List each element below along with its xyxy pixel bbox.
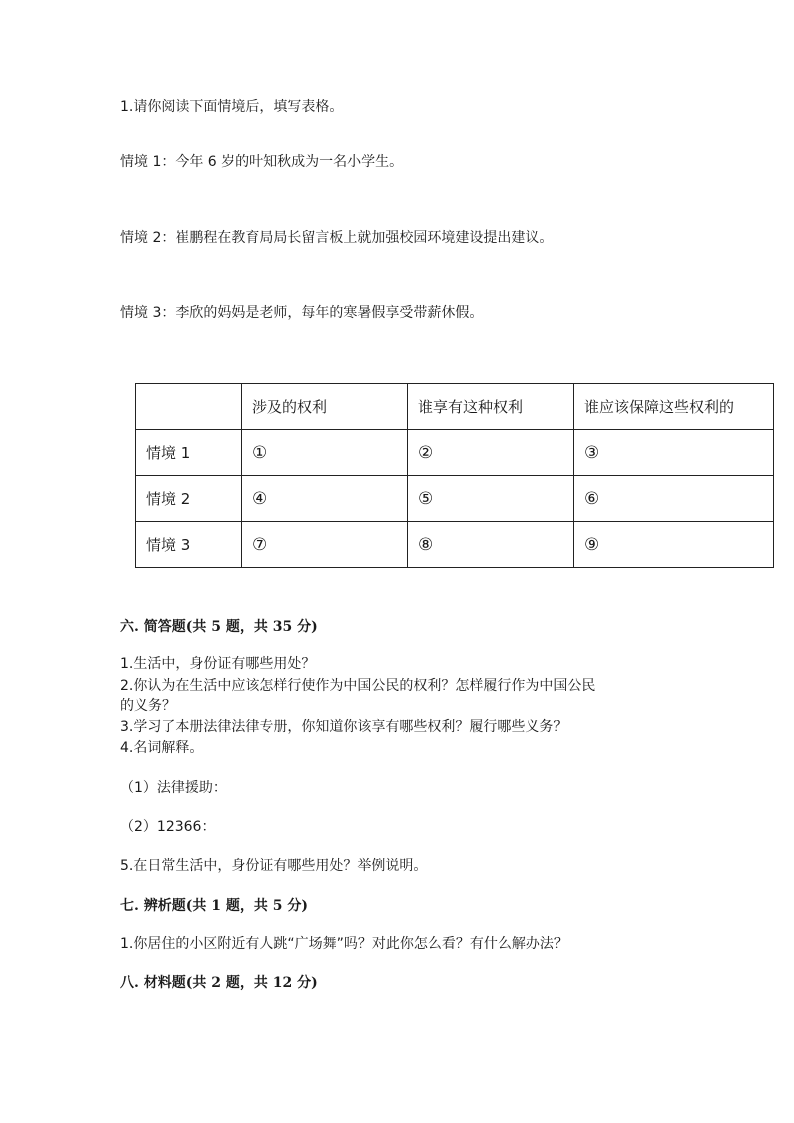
question-1-prompt: 1.请你阅读下面情境后，填写表格。 [120,99,344,115]
short-answer-3: 3.学习了本册法律法律专册，你知道你该享有哪些权利？履行哪些义务？ [120,719,568,735]
table-row-label: 情境 2 [136,476,242,522]
short-answer-4-1: （1）法律援助： [120,780,227,796]
answer-blank: ⑨ [574,522,774,568]
table-header-cell: 谁享有这种权利 [408,384,574,430]
section-8-heading: 八. 材料题(共 2 题，共 12 分) [120,975,318,991]
answer-blank: ② [408,430,574,476]
table-row-label: 情境 3 [136,522,242,568]
table-header-cell: 涉及的权利 [242,384,408,430]
answer-blank: ① [242,430,408,476]
table-row [136,522,774,568]
table-header-row [136,384,774,430]
answer-blank: ④ [242,476,408,522]
short-answer-2-cont: 的义务？ [120,698,176,714]
table-row [136,476,774,522]
scenario-3: 情境 3：李欣的妈妈是老师，每年的寒暑假享受带薪休假。 [120,305,484,321]
short-answer-4: 4.名词解释。 [120,740,204,756]
scenario-1: 情境 1：今年 6 岁的叶知秋成为一名小学生。 [120,154,404,170]
answer-blank: ⑦ [242,522,408,568]
table-row [136,430,774,476]
table-header-cell: 谁应该保障这些权利的 [574,384,774,430]
table-row-label: 情境 1 [136,430,242,476]
analysis-question-1: 1.你居住的小区附近有人跳“广场舞”吗？对此你怎么看？有什么解办法？ [120,936,568,952]
rights-table [135,383,774,568]
answer-blank: ⑥ [574,476,774,522]
short-answer-4-2: （2）12366： [120,819,216,835]
short-answer-1: 1.生活中，身份证有哪些用处？ [120,656,316,672]
short-answer-5: 5.在日常生活中，身份证有哪些用处？举例说明。 [120,858,428,874]
section-6-heading: 六. 简答题(共 5 题，共 35 分) [120,619,318,635]
short-answer-2: 2.你认为在生活中应该怎样行使作为中国公民的权利？怎样履行作为中国公民 [120,678,596,694]
section-7-heading: 七. 辨析题(共 1 题，共 5 分) [120,898,308,914]
answer-blank: ⑤ [408,476,574,522]
table-header-cell [136,384,242,430]
scenario-2: 情境 2：崔鹏程在教育局局长留言板上就加强校园环境建设提出建议。 [120,230,554,246]
answer-blank: ⑧ [408,522,574,568]
answer-blank: ③ [574,430,774,476]
